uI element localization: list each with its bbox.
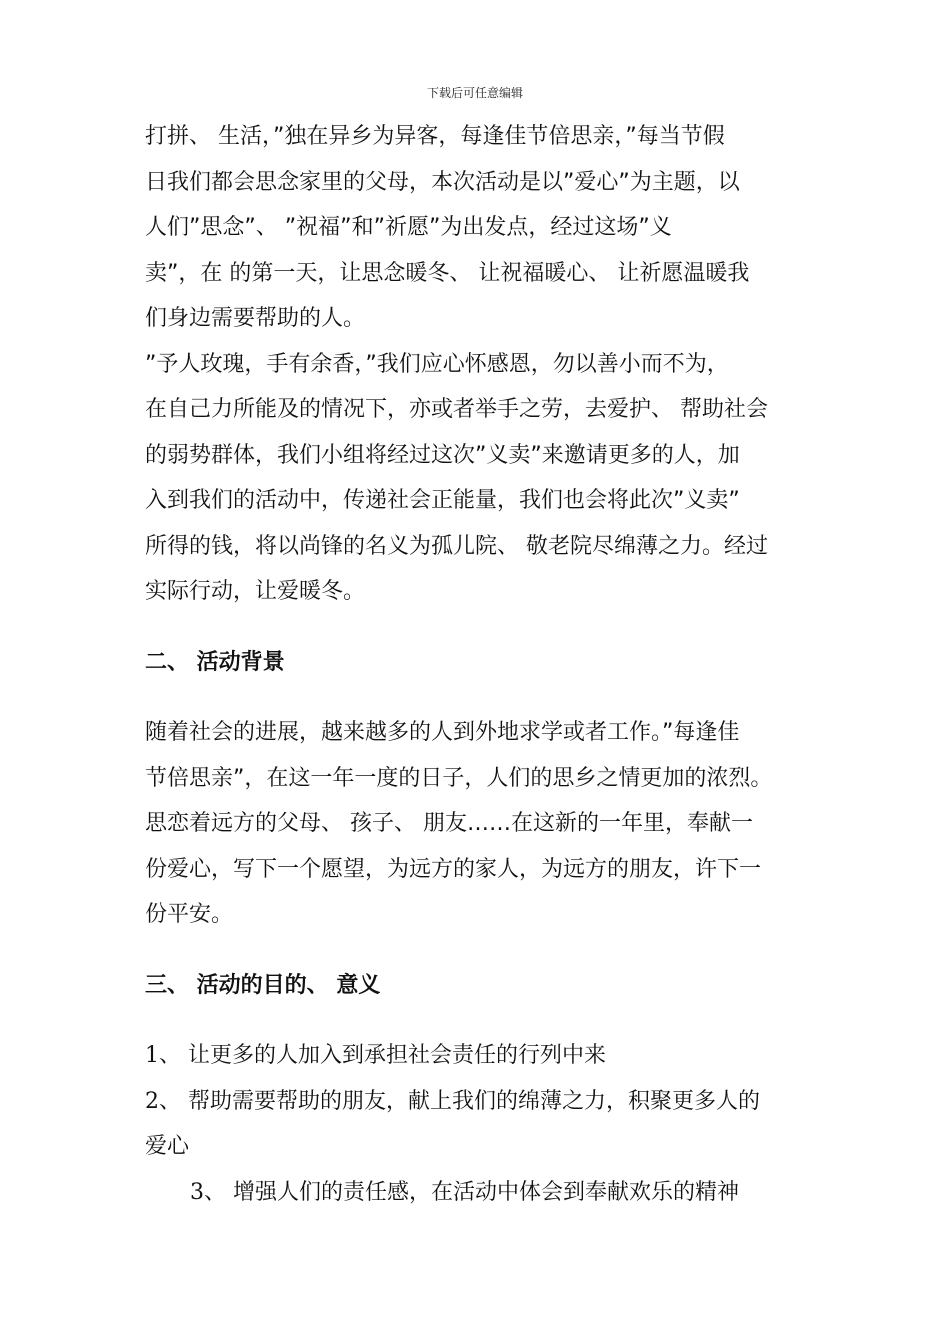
list-number: 3、 bbox=[190, 1179, 226, 1205]
text-line: 所得的钱，将以尚锋的名义为孤儿院、 敬老院尽绵薄之力。经过 bbox=[145, 533, 768, 559]
document-body bbox=[145, 114, 835, 1215]
text-line: ”予人玫瑰，手有余香，”我们应心怀感恩，勿以善小而不为， bbox=[145, 351, 729, 377]
purpose-list bbox=[145, 1033, 835, 1215]
text-line: 卖”，在 的第一天，让思念暖冬、 让祝福暖心、 让祈愿温暖我 bbox=[145, 260, 750, 286]
list-item bbox=[145, 1033, 835, 1079]
list-text: 帮助需要帮助的朋友，献上我们的绵薄之力，积聚更多人的 bbox=[181, 1088, 760, 1114]
list-item-continuation bbox=[145, 1124, 835, 1170]
text-line: 的弱势群体，我们小组将经过这次”义卖”来邀请更多的人，加 bbox=[145, 442, 740, 468]
list-text: 爱心 bbox=[145, 1134, 190, 1159]
text-line: 人们”思念”、 ”祝福”和”祈愿”为出发点，经过这场”义 bbox=[145, 215, 672, 240]
text-line: 思恋着远方的父母、 孩子、 朋友……在这新的一年里，奉献一 bbox=[145, 811, 753, 836]
text-line: 随着社会的进展，越来越多的人到外地求学或者工作。”每逢佳 bbox=[145, 720, 740, 745]
text-line: 实际行动，让爱暖冬。 bbox=[145, 579, 366, 604]
list-text: 增强人们的责任感，在活动中体会到奉献欢乐的精神 bbox=[226, 1179, 739, 1205]
background-paragraph bbox=[145, 710, 835, 938]
section-heading-background: 二、 活动背景 bbox=[145, 649, 285, 675]
text-line: 入到我们的活动中，传递社会正能量，我们也会将此次”义卖” bbox=[145, 488, 740, 513]
list-number: 1、 bbox=[145, 1043, 181, 1068]
text-line: 份爱心，写下一个愿望，为远方的家人，为远方的朋友，许下一 bbox=[145, 856, 762, 882]
text-line: 打拼、 生活，”独在异乡为异客，每逢佳节倍思亲，”每当节假 bbox=[145, 124, 725, 149]
list-item bbox=[145, 1170, 835, 1216]
list-text: 让更多的人加入到承担社会责任的行列中来 bbox=[181, 1043, 606, 1068]
list-item bbox=[145, 1079, 835, 1125]
text-line: 份平安。 bbox=[145, 902, 234, 927]
page-header: 下载后可任意编辑 bbox=[426, 86, 523, 100]
list-number: 2、 bbox=[145, 1088, 181, 1114]
text-line: 们身边需要帮助的人。 bbox=[145, 306, 366, 331]
text-line: 节倍思亲”，在这一年一度的日子，人们的思乡之情更加的浓烈。 bbox=[145, 765, 773, 791]
text-line: 在自己力所能及的情况下，亦或者举手之劳，去爱护、 帮助社会 bbox=[145, 397, 768, 422]
intro-paragraph bbox=[145, 114, 835, 615]
text-line: 日我们都会思念家里的父母，本次活动是以”爱心”为主题，以 bbox=[145, 169, 740, 195]
section-heading-purpose: 三、 活动的目的、 意义 bbox=[145, 972, 381, 998]
